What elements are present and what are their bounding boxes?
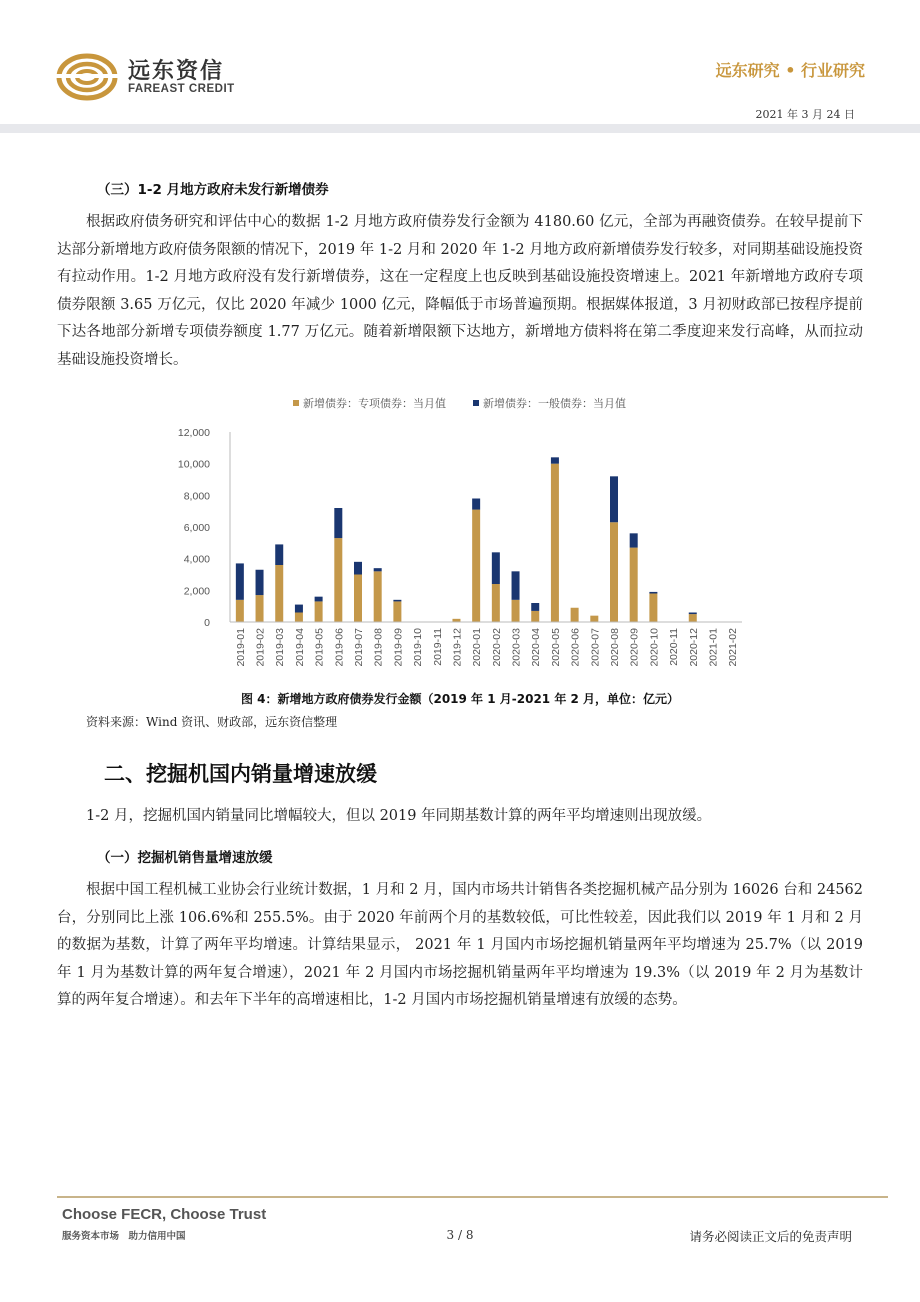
- bar-2020-09-s1: [630, 533, 638, 547]
- x-tick-label: 2020-10: [648, 628, 661, 667]
- fareast-logo-icon: [56, 50, 120, 106]
- section-heading-excavator: 二、挖掘机国内销量增速放缓: [104, 762, 377, 786]
- y-tick-label: 8,000: [183, 490, 210, 503]
- bar-2020-10-s1: [649, 592, 657, 594]
- bond-issuance-chart: [150, 390, 770, 690]
- footer-subtitle: 服务资本市场 助力信用中国: [62, 1231, 186, 1242]
- x-tick-label: 2020-07: [589, 628, 602, 667]
- bar-2020-04-s1: [531, 603, 539, 611]
- bar-2020-10-s0: [649, 594, 657, 623]
- bar-2020-12-s1: [689, 613, 697, 615]
- bar-2019-05-s0: [315, 601, 323, 622]
- bar-2020-08-s1: [610, 476, 618, 522]
- bar-2020-02-s0: [492, 584, 500, 622]
- y-tick-label: 0: [204, 617, 210, 629]
- page-header: [0, 0, 920, 130]
- header-divider: [0, 124, 920, 133]
- legend-label-0: 新增债券：专项债券：当月值: [303, 397, 446, 410]
- y-tick-label: 2,000: [183, 585, 210, 598]
- paragraph-excavator-intro: 1-2 月，挖掘机国内销量同比增幅较大，但以 2019 年同期基数计算的两年平均增速则出现放缓。: [86, 808, 712, 824]
- bar-2020-08-s0: [610, 522, 618, 622]
- x-tick-label: 2019-10: [412, 628, 425, 667]
- bar-2020-07-s0: [590, 616, 598, 622]
- bar-2019-01-s0: [236, 600, 244, 622]
- chart-bars: [236, 457, 697, 622]
- bar-2019-08-s1: [374, 568, 382, 571]
- y-tick-label: 4,000: [183, 553, 210, 566]
- x-tick-label: 2020-11: [668, 628, 681, 666]
- x-tick-label: 2019-07: [353, 628, 365, 667]
- chart-legend: [293, 396, 626, 410]
- logo-chinese-name: 远东资信: [128, 59, 225, 84]
- bar-2019-04-s0: [295, 613, 303, 623]
- x-tick-label: 2019-03: [274, 628, 287, 667]
- bar-2019-02-s0: [256, 595, 264, 622]
- x-tick-label: 2020-06: [569, 628, 582, 667]
- paragraph-local-gov-bonds: 根据政府债务研究和评估中心的数据 1-2 月地方政府债券发行金额为 4180.60 亿元，全部为再融资债券。在较早提前下达部分新增地方政府债务限额的情况下，2019 年 1-2 月和 2020 年 1-2 月地方政府新增债券发行较多，对同期基础设施投资有拉动作用。1-2 月地方政府没有发行新增债券，这在一定程度上也反映到基础设施投资增速上。2021 年新增地方政府专项债券限额 3.65 万亿元，仅比 2020 年减少 1000 亿元，降幅低于市场普遍预期。根据媒体报道，3 月初财政部已按程序提前下达各地部分新增专项债券额度 1.77 万亿元。随着新增限额下达地方，新增地方债料将在第二季度迎来发行高峰，从而拉动基础设施投资增长。: [57, 214, 863, 368]
- x-tick-label: 2020-04: [530, 628, 543, 667]
- bar-2020-05-s1: [551, 457, 559, 463]
- subsection-heading-excavator-sales: （一）挖掘机销售量增速放缓: [97, 850, 273, 866]
- bar-2019-07-s0: [354, 575, 362, 623]
- y-axis: [178, 427, 230, 629]
- company-logo: [56, 50, 256, 110]
- x-tick-label: 2020-03: [510, 628, 523, 667]
- x-tick-label: 2019-05: [313, 628, 326, 667]
- legend-swatch-0: [293, 400, 299, 406]
- figure-source: 资料来源：Wind 资讯、财政部，远东资信整理: [86, 715, 338, 729]
- y-tick-label: 6,000: [183, 522, 210, 534]
- x-axis: [230, 622, 742, 667]
- bar-2019-03-s0: [275, 565, 283, 622]
- page-number: 3 / 8: [446, 1228, 474, 1242]
- legend-swatch-1: [473, 400, 479, 406]
- x-tick-label: 2020-05: [549, 628, 562, 667]
- logo-english-name: FAREAST CREDIT: [128, 83, 235, 95]
- bar-2019-07-s1: [354, 562, 362, 575]
- x-tick-label: 2020-08: [609, 628, 621, 667]
- bar-2019-06-s0: [334, 538, 342, 622]
- x-tick-label: 2020-02: [490, 628, 503, 667]
- report-date: 2021 年 3 月 24 日: [755, 108, 855, 121]
- x-tick-label: 2019-08: [372, 628, 385, 667]
- x-tick-label: 2019-04: [293, 628, 306, 667]
- bar-2020-03-s0: [512, 600, 520, 622]
- x-tick-label: 2019-02: [254, 628, 267, 667]
- bar-2019-06-s1: [334, 508, 342, 538]
- bar-2020-05-s0: [551, 464, 559, 622]
- bar-2020-03-s1: [512, 571, 520, 600]
- x-tick-label: 2019-12: [451, 628, 464, 667]
- x-tick-label: 2019-01: [234, 628, 247, 667]
- bar-2020-09-s0: [630, 548, 638, 622]
- bar-2020-01-s1: [472, 499, 480, 510]
- bar-2019-09-s0: [393, 601, 401, 622]
- x-tick-label: 2021-02: [727, 628, 740, 667]
- y-tick-label: 10,000: [177, 458, 210, 471]
- bar-2019-02-s1: [256, 570, 264, 595]
- bar-2020-01-s0: [472, 510, 480, 622]
- x-tick-label: 2019-11: [431, 628, 444, 666]
- footer-slogan: Choose FECR, Choose Trust: [62, 1206, 267, 1223]
- bar-2020-12-s0: [689, 614, 697, 622]
- figure-caption: 图 4：新增地方政府债券发行金额（2019 年 1 月-2021 年 2 月，单位：亿元）: [240, 692, 680, 706]
- bar-2019-05-s1: [315, 597, 323, 602]
- x-tick-label: 2019-09: [392, 628, 405, 667]
- bar-2020-06-s0: [571, 608, 579, 622]
- footer-disclaimer: 请务必阅读正文后的免责声明: [689, 1229, 852, 1244]
- footer-divider: [57, 1196, 888, 1198]
- legend-label-1: 新增债券：一般债券：当月值: [483, 397, 626, 410]
- section-heading-local-gov-bonds: （三）1-2 月地方政府未发行新增债券: [97, 182, 329, 198]
- bar-2020-04-s0: [531, 611, 539, 622]
- bar-2019-01-s1: [236, 563, 244, 599]
- x-tick-label: 2019-06: [333, 628, 346, 667]
- x-tick-label: 2021-01: [707, 628, 720, 667]
- bar-2019-04-s1: [295, 605, 303, 613]
- bar-2019-03-s1: [275, 544, 283, 565]
- y-tick-label: 12,000: [177, 427, 210, 439]
- x-tick-label: 2020-01: [471, 628, 484, 667]
- bar-2020-02-s1: [492, 552, 500, 584]
- x-tick-label: 2020-09: [628, 628, 641, 667]
- bar-2019-08-s0: [374, 571, 382, 622]
- x-tick-label: 2020-12: [687, 628, 700, 667]
- paragraph-excavator-sales: 根据中国工程机械工业协会行业统计数据，1 月和 2 月，国内市场共计销售各类挖掘机械产品分别为 16026 台和 24562 台，分别同比上涨 106.6%和 255.5%。由于 2020 年前两个月的基数较低，可比性较差，因此我们以 2019 年 1 月和 2 月的数据为基数，计算了两年平均增速。计算结果显示， 2021 年 1 月国内市场挖掘机销量两年平均增速为 25.7%（以 2019 年 1 月为基数计算的两年复合增速），2021 年 2 月国内市场挖掘机销量两年平均增速为 19.3%（以 2019 年 2 月为基数计算的两年复合增速）。和去年下半年的高增速相比，1-2 月国内市场挖掘机销量增速有放缓的态势。: [57, 882, 863, 1008]
- series-title: 远东研究 • 行业研究: [715, 61, 865, 80]
- bar-2019-09-s1: [393, 600, 401, 602]
